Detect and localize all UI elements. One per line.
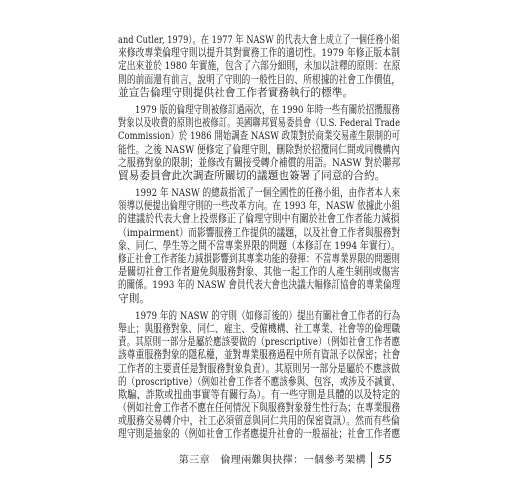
text-line: 1979 年的 NASW 的守則（如修訂後的）提出有關社會工作者的行為: [118, 309, 401, 322]
text-line: 1979 版的倫理守則被修訂過兩次，在 1990 年時一些有關於招攬服務: [118, 103, 400, 116]
text-line: 來修改專業倫理守則以提升其對實務工作的適切性。1979 年修正版本制: [118, 47, 400, 60]
text-line: 則的前面還有前言，說明了守則的一般性目的、所根據的社會工作價值，: [118, 73, 401, 86]
text-line: （例如社會工作者不應在任何情況下與服務對象發生性行為；在專業服務: [118, 402, 401, 415]
text-line: 定出來並於 1980 年實施，包含了六部分細則，未加以註釋的原則：在原: [118, 60, 401, 73]
text-line: 該尊重服務對象的隱私權，並對專業服務過程中所有資訊予以保密；社會: [118, 349, 401, 362]
paragraph: [118, 104, 400, 183]
text-line: 欺騙、詐欺或扭曲事實等有關行為）。有一些守則是具體的以及特定的: [118, 388, 401, 401]
chapter-title: 第三章 倫理兩難與抉擇：一個參考架構: [178, 455, 366, 466]
paragraph: [118, 310, 400, 442]
text-line: 之服務對象的限制；並修改有關接受轉介補償的用語。NASW 對於聯邦: [118, 156, 401, 169]
text-line: and Cutler, 1979）。在 1977 年 NASW 的代表大會上成立了一個任務小組: [118, 34, 400, 46]
page-number: 55: [378, 453, 392, 466]
paragraph: [118, 187, 400, 306]
text-line: 能性。之後 NASW 便修定了倫理守則，刪除對於招攬同仁間或同機構內: [118, 143, 400, 156]
text-line: 的建議於代表大會上投票修正了倫理守則中有關於社會工作者能力減損: [118, 213, 400, 226]
text-line: 是關切社會工作者避免與服務對象、其他一起工作的人產生剝削或傷害: [118, 266, 400, 279]
text-line: 領導以便提出倫理守則的一些改革方向。在 1993 年，NASW 依據此小組: [118, 200, 401, 213]
text-line: 修正社會工作者能力減損影響到其專業功能的發揮：不當專業界限的問題則: [118, 253, 400, 265]
text-line: 的（proscriptive）（例如社會工作者不應該參與、包容，或涉及不誠實、: [118, 375, 401, 388]
page-number-box: [371, 452, 400, 468]
text-line: 1992 年 NASW 的總裁指派了一個全國性的任務小組，由作者本人來: [118, 187, 401, 200]
text-line: 並宣告倫理守則提供社會工作者實務執行的標準。: [118, 86, 354, 99]
text-line: 理守則是抽象的（例如社會工作者應提升社會的一般福祉；社會工作者應: [118, 428, 401, 441]
text-line: 守則。: [118, 292, 151, 305]
text-line: 象、同仁、學生等之間不當專業界限的問題（本修訂在 1994 年實行）。: [118, 239, 401, 252]
text-line: 工作者的主要責任是對服務對象負責）。其原則另一部分是屬於不應該做: [118, 362, 400, 375]
text-line: 的關係。1993 年的 NASW 會員代表大會也決議大幅修訂協會的專業倫理: [118, 279, 401, 292]
text-line: 責。其原則一部分是屬於應該要做的（prescriptive）（例如社會工作者應: [118, 336, 401, 349]
body-text: [118, 34, 400, 446]
text-line: （impairment）而影響服務工作提供的議題，以及社會工作者與服務對: [118, 226, 401, 239]
text-line: 貿易委員會此次調查所關切的議題也簽署了同意的合約。: [118, 169, 386, 182]
text-line: 對象以及收費的原則也被修訂。美國聯邦貿易委員會（U.S. Federal Trade: [118, 117, 401, 130]
paragraph: [118, 34, 400, 100]
text-line: 或服務交易轉介中，社工必須留意與同仁共用的保密資訊）。然而有些倫: [118, 415, 400, 428]
text-line: Commission）於 1986 開始調查 NASW 政策對於商業交易產生限制的可: [118, 130, 400, 143]
text-line: 舉止；與服務對象、同仁、雇主、受僱機構、社工專業、社會等的倫理職: [118, 322, 401, 335]
page-footer: [178, 452, 400, 470]
